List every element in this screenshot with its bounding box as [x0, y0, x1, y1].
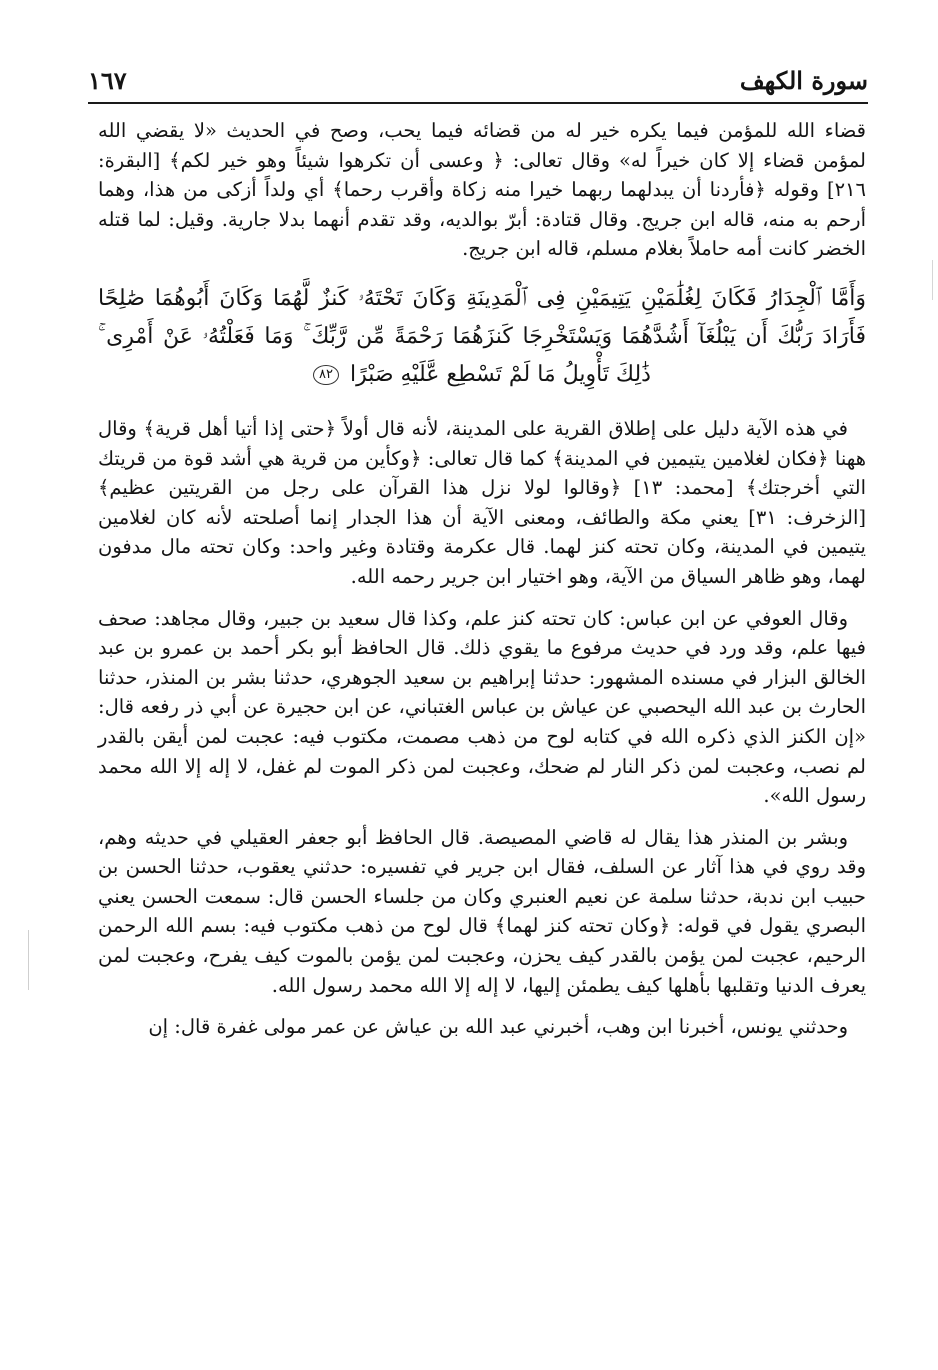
surah-title: سورة الكهف: [739, 66, 868, 95]
page-body: [98, 116, 866, 1054]
scan-artifact-line: [932, 260, 933, 300]
verse-text: وَأَمَّا ٱلْجِدَارُ فَكَانَ لِغُلَٰمَيْنِ يَتِيمَيْنِ فِى ٱلْمَدِينَةِ وَكَانَ تَحْتَهُۥ كَنزٌ لَّهُمَا وَكَانَ أَبُوهُمَا صَٰلِحًا فَأَرَادَ رَبُّكَ أَن يَبْلُغَآ أَشُدَّهُمَا وَيَسْتَخْرِجَا كَنزَهُمَا رَحْمَةً مِّن رَّبِّكَ ۚ وَمَا فَعَلْتُهُۥ عَنْ أَمْرِى ۚ ذَٰلِكَ تَأْوِيلُ مَا لَمْ تَسْطِع عَّلَيْهِ صَبْرًا: [98, 285, 866, 387]
page-number: ١٦٧: [88, 66, 127, 95]
paragraph-commentary-2: في هذه الآية دليل على إطلاق القرية على المدينة، لأنه قال أولاً ﴿حتى إذا أتيا أهل قرية﴾ وقال ههنا ﴿فكان لغلامين يتيمين في المدينة﴾ كما قال تعالى: ﴿وكأين من قرية هي أشد قوة من قريتك التي أخرجتك﴾ [محمد: ١٣] ﴿وقالوا لولا نزل هذا القرآن على رجل من القريتين عظيم﴾ [الزخرف: ٣١] يعني مكة والطائف، ومعنى الآية أن هذا الجدار إنما أصلحته لأنه كان لغلامين يتيمين في المدينة، وكان تحته كنز لهما. قال عكرمة وقتادة وغير واحد: وكان تحته مال مدفون لهما، وهو ظاهر السياق من الآية، وهو اختيار ابن جرير رحمه الله.: [98, 416, 867, 588]
paragraph-commentary-1: قضاء الله للمؤمن فيما يكره خير له من قضائه فيما يحب، وصح في الحديث «لا يقضي الله لمؤمن قضاء إلا كان خيراً له» وقال تعالى: ﴿ وعسى أن تكرهوا شيئاً وهو خير لكم﴾ [البقرة: ٢١٦] وقوله ﴿فأردنا أن يبدلهما ربهما خيرا منه زكاة وأقرب رحما﴾ أي ولداً أزكى من هذا، وهما أرحم به منه، قاله ابن جريج. وقال قتادة: أبرّ بوالديه، وقد تقدم أنهما بدلا جارية. وقيل: لما قتله الخضر كانت أمه حاملاً بغلام مسلم، قاله ابن جريج.: [98, 119, 866, 261]
paragraph-commentary-3: وقال العوفي عن ابن عباس: كان تحته كنز علم، وكذا قال سعيد بن جبير، وقال مجاهد: صحف فيها علم، وقد ورد في حديث مرفوع ما يقوي ذلك. قال الحافظ أبو بكر أحمد بن عمرو بن عبد الخالق البزار في مسنده المشهور: حدثنا إبراهيم بن سعيد الجوهري، حدثنا بشر بن المنذر، حدثنا الحارث بن عبد الله اليحصبي عن عياش بن عباس الغتباني، عن ابن حجيرة عن أبي ذر رفعه قال: «إن الكنز الذي ذكره الله في كتابه لوح من ذهب مصمت، مكتوب فيه: عجبت لمن أيقن بالقدر لم نصب، وعجبت لمن ذكر النار لم ضحك، وعجبت لمن ذكر الموت لم غفل، لا إله إلا الله محمد رسول الله».: [98, 606, 866, 808]
scan-artifact-line: [28, 930, 29, 990]
paragraph-commentary-5: وحدثني يونس، أخبرنا ابن وهب، أخبرني عبد الله بن عياش عن عمر مولى غفرة قال: إن: [148, 1015, 848, 1039]
page-header: [88, 64, 868, 104]
quran-verse: [98, 280, 866, 394]
verse-number-marker: ٨٢: [313, 365, 339, 385]
paragraph-commentary-4: وبشر بن المنذر هذا يقال له قاضي المصيصة. قال الحافظ أبو جعفر العقيلي في حديثه وهم، وقد روي في هذا آثار عن السلف، فقال ابن جرير في تفسيره: حدثني يعقوب، حدثنا الحسن بن حبيب ابن ندبة، حدثنا سلمة عن نعيم العنبري وكان من جلساء الحسن قال: سمعت الحسن يعني البصري يقول في قوله: ﴿وكان تحته كنز لهما﴾ قال لوح من ذهب مكتوب فيه: بسم الله الرحمن الرحيم، عجبت لمن يؤمن بالقدر كيف يحزن، وعجبت لمن يؤمن بالموت كيف يفرح، وعجبت لمن يعرف الدنيا وتقلبها بأهلها كيف يطمئن إليها، لا إله إلا الله محمد رسول الله.: [98, 825, 866, 997]
